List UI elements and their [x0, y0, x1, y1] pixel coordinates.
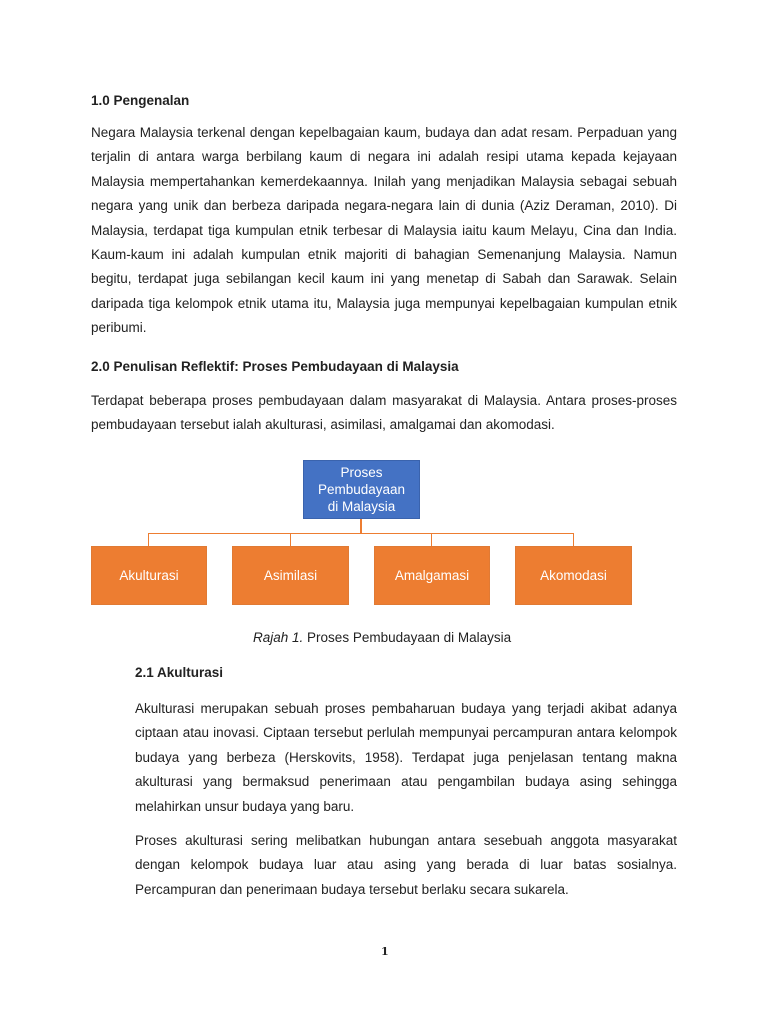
page-number: 1 — [381, 945, 389, 958]
section-2-1-paragraph-1 — [135, 697, 677, 819]
connector-line — [360, 519, 362, 533]
text-line: Terdapat beberapa proses pembudayaan dalam masyarakat di Malaysia. Antara proses-proses — [91, 393, 677, 408]
section-1-heading: 1.0 Pengenalan — [91, 93, 190, 108]
section-2-heading: 2.0 Penulisan Reflektif: Proses Pembudayaan di Malaysia — [91, 359, 459, 374]
text-line: begitu, terdapat juga sebilangan kecil kaum ini yang menetap di Sabah dan Sarawak. Selain — [91, 271, 677, 287]
text-line: ciptaan atau inovasi. Ciptaan tersebut perlulah mempunyai percampuran antara kelompok — [135, 725, 677, 741]
diagram-node-amalgamasi: Amalgamasi — [374, 546, 490, 605]
text-line: Proses akulturasi sering melibatkan hubungan antara sesebuah anggota masyarakat — [135, 833, 677, 848]
diagram-node-akulturasi: Akulturasi — [91, 546, 207, 605]
root-label-line: Proses — [340, 465, 383, 480]
root-label-line: Pembudayaan — [317, 482, 406, 497]
text-line: negara yang unik dan berbeza daripada negara-negara lain di dunia (Aziz Deraman, 2010). Di — [91, 198, 677, 214]
connector-line — [573, 533, 574, 546]
text-line: akulturasi yang bermaksud penerimaan atau pengambilan budaya asing sehingga — [135, 774, 677, 790]
diagram-root-node — [303, 460, 420, 519]
text-line: Akulturasi merupakan sebuah proses pembaharuan budaya yang terjadi akibat adanya — [135, 701, 677, 716]
diagram-node-asimilasi: Asimilasi — [232, 546, 349, 605]
text-line: pembudayaan tersebut ialah akulturasi, asimilasi, amalgamai dan akomodasi. — [91, 417, 555, 433]
text-line: terjalin di antara warga berbilang kaum di negara ini adalah resipi utama kepada kejayaan — [91, 149, 677, 165]
text-line: budaya yang berbeza (Herskovits, 1958). Terdapat juga penjelasan tentang makna — [135, 749, 677, 765]
section-2-paragraph — [91, 389, 677, 438]
figure-caption — [253, 630, 511, 645]
diagram-node-akomodasi: Akomodasi — [515, 546, 632, 605]
connector-line — [431, 533, 432, 546]
root-label-line: di Malaysia — [327, 499, 396, 514]
text-line: Percampuran dan penerimaan budaya tersebut berlaku secara sukarela. — [135, 881, 569, 897]
connector-line — [148, 533, 149, 546]
caption-label: Rajah 1. — [253, 630, 304, 645]
text-line: dengan kelompok budaya luar atau asing yang berada di luar batas sosialnya. — [135, 857, 677, 873]
text-line: Malaysia, terdapat tiga kumpulan etnik terbesar di Malaysia iaitu kaum Melayu, Cina dan India. — [91, 222, 677, 238]
text-line: peribumi. — [91, 320, 147, 336]
caption-text: Proses Pembudayaan di Malaysia — [303, 630, 512, 645]
text-line: daripada tiga kelompok etnik utama itu, Malaysia juga mempunyai kepelbagaian kumpulan etnik — [91, 295, 677, 311]
connector-line — [290, 533, 291, 546]
text-line: melahirkan unsur budaya yang baru. — [135, 798, 355, 814]
section-2-1-paragraph-2 — [135, 829, 677, 902]
text-line: Kaum-kaum ini adalah kumpulan etnik majoriti di bahagian Semenanjung Malaysia. Namun — [91, 246, 677, 262]
text-line: Malaysia mempertahankan kemerdekaannya. Inilah yang menjadikan Malaysia sebagai sebuah — [91, 173, 677, 189]
section-1-paragraph — [91, 121, 677, 341]
connector-line — [148, 533, 574, 534]
section-2-1-heading: 2.1 Akulturasi — [135, 665, 224, 680]
text-line: Negara Malaysia terkenal dengan kepelbagaian kaum, budaya dan adat resam. Perpaduan yang — [91, 125, 677, 140]
